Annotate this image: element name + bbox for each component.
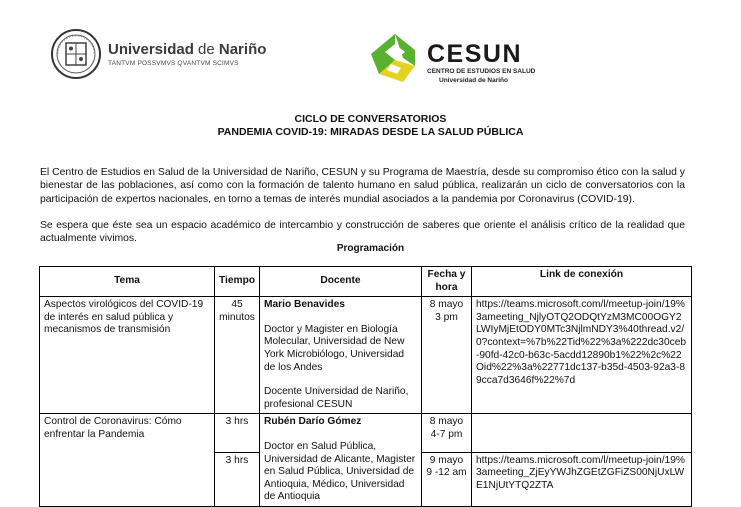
programacion-heading: Programación — [336, 243, 405, 254]
fecha-date: 8 mayo — [429, 416, 464, 428]
cell-docente — [260, 297, 422, 414]
cell-fecha — [422, 414, 472, 452]
udenar-name: Universidad de Nariño — [108, 41, 267, 58]
cell-docente — [260, 414, 422, 507]
expectation-paragraph: Se espera que éste sea un espacio académico de intercambio y construcción de saberes que oriente el análisis crítico de la realidad que actualmente vivimos. — [40, 220, 685, 245]
table-row — [40, 414, 692, 452]
udenar-seal-icon — [50, 28, 102, 80]
header-tema: Tema — [40, 267, 215, 297]
intro-paragraph: El Centro de Estudios en Salud de la Universidad de Nariño, CESUN y su Programa de Maestría, desde su compromiso ético con la salud y bienestar de las poblaciones, así como con la formación de talento humano en salud pública, realizarán un ciclo de conversatorios con la participación de expertos nacionales, en torno a temas de interés mundial asociados a la pandemia por Coronavirus (COVID-19). — [40, 167, 685, 205]
cell-fecha — [422, 297, 472, 414]
cell-tema: Aspectos virológicos del COVID-19 de interés en salud pública y mecanismos de transmisión — [40, 297, 215, 414]
cesun-mark-icon — [365, 30, 423, 86]
header-fecha: Fecha y hora — [422, 267, 472, 297]
cell-tema: Control de Coronavirus: Cómo enfrentar la Pandemia — [40, 414, 215, 507]
cell-link — [472, 414, 692, 452]
fecha-hour: 9 -12 am — [426, 467, 467, 479]
docente-description: Doctor y Magister en Biología Molecular, Universidad de New York Microbiólogo, Universidad de los Andes — [264, 323, 405, 373]
cesun-university: Universidad de Nariño — [439, 77, 508, 84]
docente-description: Doctor en Salud Pública, Universidad de Alicante, Magister en Salud Pública, Universidad de Antioquia, Médico, Universidad de Antioquia — [264, 440, 416, 503]
docente-name: Mario Benavides — [264, 299, 345, 311]
fecha-hour: 4-7 pm — [430, 428, 463, 440]
cell-tiempo: 45 minutos — [215, 297, 260, 414]
cesun-logo — [365, 36, 565, 86]
fecha-hour: 3 pm — [435, 311, 458, 323]
page-header — [0, 0, 741, 100]
udenar-logo — [50, 28, 267, 88]
fecha-date: 8 mayo — [429, 299, 464, 311]
cell-tiempo: 3 hrs — [215, 452, 260, 506]
table-row — [40, 297, 692, 414]
docente-affiliation: Docente Universidad de Nariño, profesional CESUN — [264, 386, 409, 410]
meeting-link[interactable]: https://teams.microsoft.com/l/meetup-join/19%3ameeting_ZjEyYWJhZGEtZGFiZS00NjUxLWE1NjUtYTQ2ZTA — [476, 454, 685, 491]
header-tiempo: Tiempo — [215, 267, 260, 297]
cell-fecha — [422, 452, 472, 506]
cell-link — [472, 452, 692, 506]
fecha-date: 9 mayo — [429, 454, 464, 466]
udenar-motto: TANTVM POSSVMVS QVANTVM SCIMVS — [108, 60, 239, 67]
docente-name: Rubén Darío Gómez — [264, 416, 362, 428]
cell-tiempo: 3 hrs — [215, 414, 260, 452]
document-subtitle: PANDEMIA COVID-19: MIRADAS DESDE LA SALUD PÚBLICA — [217, 126, 524, 138]
header-link: Link de conexión — [472, 267, 692, 297]
header-docente: Docente — [260, 267, 422, 297]
meeting-link[interactable]: https://teams.microsoft.com/l/meetup-join/19%3ameeting_NjlyOTQ2ODQtYzM3MC00OGY2LWIyMjEtODY0MTc3NjlmNDY3%40thread.v2/0?context=%7b%22Tid%22%3a%222dc30ceb-90fd-42c0-b63c-5acdd12890b1%22%2c%22Oid%22%3a%22771dc137-b35d-4503-92a3-89cca7d3646f%22%7d — [476, 299, 687, 386]
cesun-subtitle: CENTRO DE ESTUDIOS EN SALUD — [427, 68, 536, 75]
document-title: CICLO DE CONVERSATORIOS — [294, 113, 447, 125]
schedule-table — [39, 266, 692, 507]
table-header-row — [40, 267, 692, 297]
cesun-name: CESUN — [427, 40, 523, 68]
cell-link — [472, 297, 692, 414]
